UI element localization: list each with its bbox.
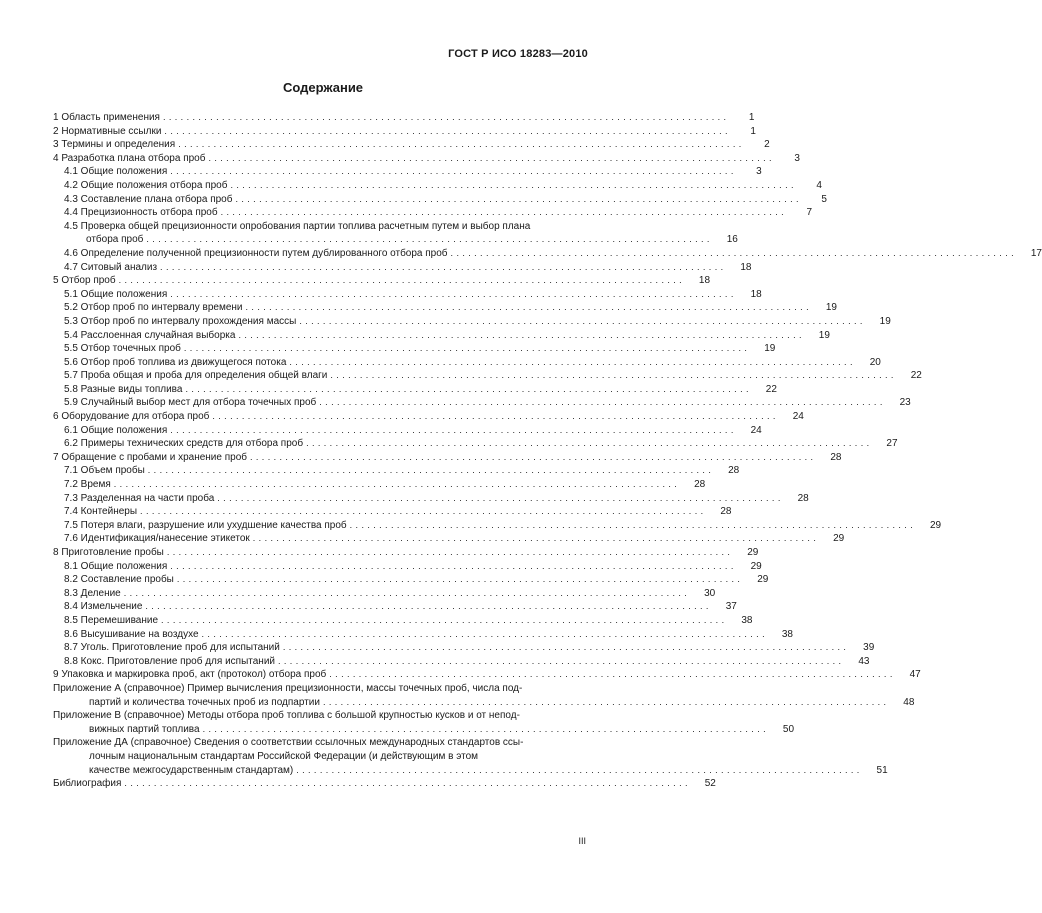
toc-entry[interactable]: 3 Термины и определения ................................................................................................ 2: [53, 139, 770, 151]
toc-entry-appendix[interactable]: Приложение В (справочное) Методы отбора проб топлива с большой крупностью кусков и от непод- вижных партий топлива ................................................................................................ 50: [53, 710, 795, 735]
toc-entry[interactable]: 4 Разработка плана отбора проб ................................................................................................ 3: [53, 152, 800, 164]
toc-entry[interactable]: 4.7 Ситовый анализ ................................................................................................ 18: [64, 261, 752, 273]
toc-entry[interactable]: 8.7 Уголь. Приготовление проб для испытаний ................................................................................................ 39: [64, 642, 875, 654]
toc-entry[interactable]: 8.5 Перемешивание ................................................................................................ 38: [64, 614, 753, 626]
toc-entry[interactable]: 5 Отбор проб ................................................................................................ 18: [53, 275, 711, 287]
toc-entry[interactable]: 6.1 Общие положения ................................................................................................ 24: [64, 424, 762, 436]
page-number: III: [578, 836, 586, 846]
toc-entry[interactable]: 1 Область применения ................................................................................................ 1: [53, 112, 755, 123]
toc-entry[interactable]: 8.3 Деление ................................................................................................ 30: [64, 587, 716, 599]
toc-entry[interactable]: 7.5 Потеря влаги, разрушение или ухудшение качества проб ................................................................................................ 29: [64, 519, 942, 531]
toc-entry[interactable]: 8.4 Измельчение ................................................................................................ 37: [64, 601, 737, 613]
toc-entry[interactable]: 5.9 Случайный выбор мест для отбора точечных проб ................................................................................................ 23: [64, 397, 911, 409]
toc-entry[interactable]: 8.6 Высушивание на воздухе ................................................................................................ 38: [64, 628, 793, 640]
toc-entry[interactable]: 7.4 Контейнеры ................................................................................................ 28: [64, 506, 732, 518]
toc-entry[interactable]: 5.1 Общие положения ................................................................................................ 18: [64, 288, 762, 300]
toc-entry[interactable]: 7.2 Время ................................................................................................ 28: [64, 479, 706, 491]
toc-entry[interactable]: 5.4 Расслоенная случайная выборка ................................................................................................ 19: [64, 329, 830, 341]
toc-entry[interactable]: 9 Упаковка и маркировка проб, акт (протокол) отбора проб ................................................................................................ 47: [53, 669, 921, 681]
table-of-contents: [53, 111, 1042, 791]
page-title: Содержание: [282, 80, 364, 95]
toc-entry-appendix[interactable]: Приложение А (справочное) Пример вычисления прецизионности, массы точечных проб, числа под- партий и количества точечных проб из подпартии ................................................................................................ 48: [53, 682, 915, 708]
toc-entry[interactable]: 7.6 Идентификация/нанесение этикеток ................................................................................................ 29: [64, 533, 845, 545]
toc-entry[interactable]: 4.1 Общие положения ................................................................................................ 3: [64, 166, 762, 178]
toc-entry[interactable]: 2 Нормативные ссылки ................................................................................................ 1: [53, 125, 756, 137]
toc-entry[interactable]: 4.3 Составление плана отбора проб ................................................................................................ 5: [64, 193, 827, 205]
toc-entry[interactable]: 5.5 Отбор точечных проб ................................................................................................ 19: [64, 343, 776, 355]
toc-entry[interactable]: 4.2 Общие положения отбора проб ................................................................................................ 4: [64, 179, 822, 191]
toc-entry[interactable]: 5.2 Отбор проб по интервалу времени ................................................................................................ 19: [64, 302, 837, 314]
toc-entry-appendix[interactable]: Приложение ДА (справочное) Сведения о соответствии ссылочных международных стандартов ссы- лочным национальным стандартам Российской Федерации (и действующим в этом качестве межгосударственным стандартам) ................................................................................................ 51: [53, 737, 888, 776]
toc-entry[interactable]: 8.2 Составление пробы ................................................................................................ 29: [64, 574, 769, 586]
toc-entry[interactable]: 5.8 Разные виды топлива ................................................................................................ 22: [64, 383, 777, 395]
toc-entry[interactable]: 5.3 Отбор проб по интервалу прохождения массы ................................................................................................ 19: [64, 315, 891, 327]
toc-entry[interactable]: 6 Оборудование для отбора проб ................................................................................................ 24: [53, 411, 804, 423]
toc-entry[interactable]: 7 Обращение с пробами и хранение проб ................................................................................................ 28: [53, 451, 842, 463]
toc-entry[interactable]: 4.6 Определение полученной прецизионности путем дублированного отбора проб ................................................................................................ 17: [64, 247, 1042, 259]
toc-entry[interactable]: 8.8 Кокс. Приготовление проб для испытаний ................................................................................................ 43: [64, 655, 870, 667]
toc-entry[interactable]: 5.7 Проба общая и проба для определения общей влаги ................................................................................................ 22: [64, 370, 922, 382]
toc-entry[interactable]: 7.1 Объем пробы ................................................................................................ 28: [64, 465, 740, 477]
document-header: ГОСТ Р ИСО 18283—2010: [448, 48, 588, 60]
toc-entry[interactable]: 7.3 Разделенная на части проба ................................................................................................ 28: [64, 492, 809, 504]
toc-entry[interactable]: 6.2 Примеры технических средств для отбора проб ................................................................................................ 27: [64, 438, 898, 450]
toc-entry[interactable]: 4.4 Прецизионность отбора проб ................................................................................................ 7: [64, 207, 813, 219]
toc-entry[interactable]: 5.6 Отбор проб топлива из движущегося потока ................................................................................................ 20: [64, 356, 881, 368]
toc-entry[interactable]: 8.1 Общие положения ................................................................................................ 29: [64, 560, 762, 572]
toc-entry[interactable]: Библиография ................................................................................................ 52: [53, 778, 716, 790]
toc-entry[interactable]: 8 Приготовление пробы ................................................................................................ 29: [53, 547, 759, 558]
toc-entry[interactable]: 4.5 Проверка общей прецизионности опробования партии топлива расчетным путем и выбор плана отбора проб ................................................................................................ 16: [64, 220, 738, 246]
